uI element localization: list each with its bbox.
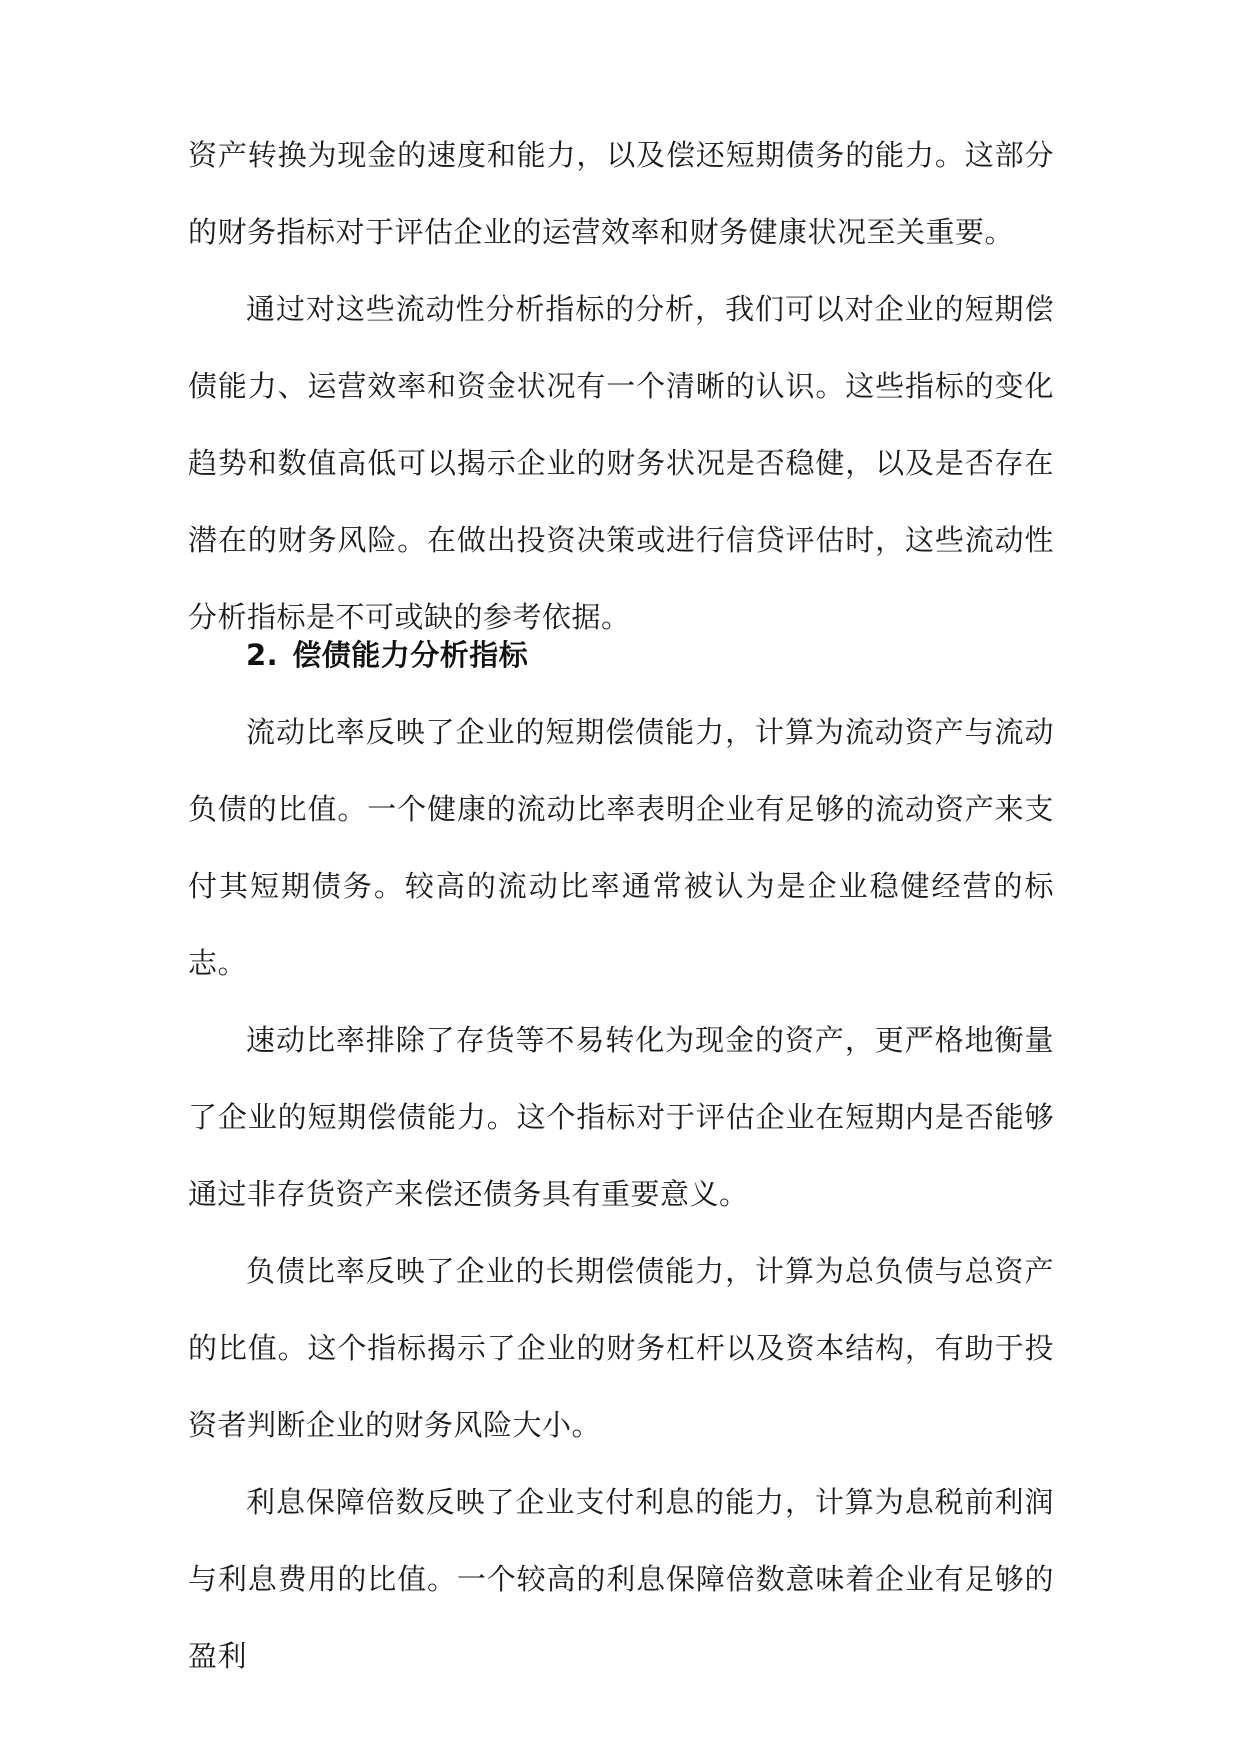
section-number: 2. <box>246 638 279 672</box>
paragraph-6: 利息保障倍数反映了企业支付利息的能力，计算为息税前利润与利息费用的比值。一个较高的利息保障倍数意味着企业有足够的盈利 <box>188 1485 1054 1673</box>
paragraph-3: 流动比率反映了企业的短期偿债能力，计算为流动资产与流动负债的比值。一个健康的流动比率表明企业有足够的流动资产来支付其短期债务。较高的流动比率通常被认为是企业稳健经营的标志。 <box>188 715 1054 980</box>
section-title: 偿债能力分析指标 <box>292 638 529 672</box>
paragraph-4: 速动比率排除了存货等不易转化为现金的资产，更严格地衡量了企业的短期偿债能力。这个指标对于评估企业在短期内是否能够通过非存货资产来偿还债务具有重要意义。 <box>188 1023 1054 1211</box>
section-heading <box>188 617 1054 694</box>
section-block <box>188 617 1054 1695</box>
paragraph-5: 负债比率反映了企业的长期偿债能力，计算为总负债与总资产的比值。这个指标揭示了企业的财务杠杆以及资本结构，有助于投资者判断企业的财务风险大小。 <box>188 1254 1054 1442</box>
paragraph-1: 资产转换为现金的速度和能力，以及偿还短期债务的能力。这部分的财务指标对于评估企业的运营效率和财务健康状况至关重要。 <box>188 138 1054 249</box>
paragraph-2: 通过对这些流动性分析指标的分析，我们可以对企业的短期偿债能力、运营效率和资金状况有一个清晰的认识。这些指标的变化趋势和数值高低可以揭示企业的财务状况是否稳健，以及是否存在潜在的财务风险。在做出投资决策或进行信贷评估时，这些流动性分析指标是不可或缺的参考依据。 <box>188 292 1054 634</box>
top-text-block <box>188 117 1054 656</box>
